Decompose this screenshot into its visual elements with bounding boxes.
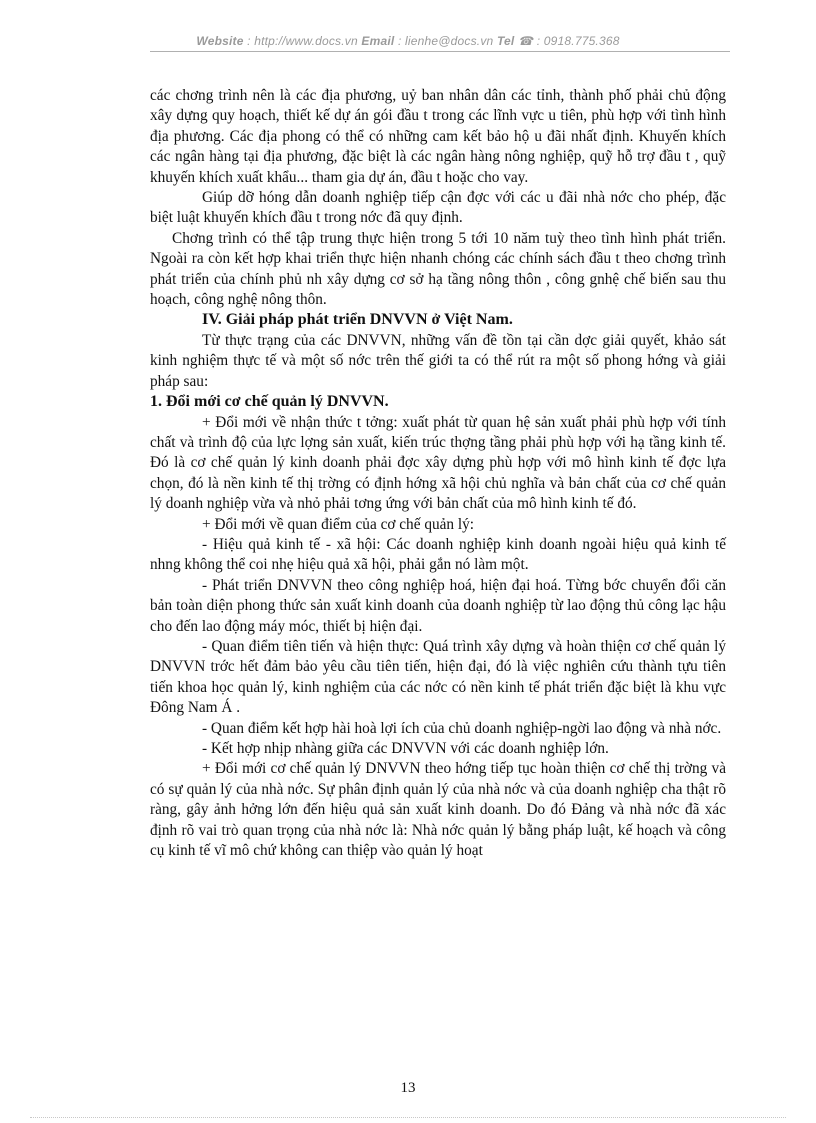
email-label: Email [361, 34, 395, 48]
header-rule [150, 51, 730, 52]
website-value: : http://www.docs.vn [247, 34, 358, 48]
paragraph: Chơng trình có thể tập trung thực hiện trong 5 tới 10 năm tuỳ theo tình hình phát triển. Ngoài ra còn kết hợp khai triển thực hiện nhanh chóng các chính sách đầu t theo chơng trình phát triển của chính phủ nh xây dựng cơ sở hạ tầng nông thôn , công gnhệ chế biến sau thu hoạch, công nghệ nông thôn. [150, 229, 726, 309]
paragraph: + Đổi mới về quan điểm của cơ chế quản lý: [202, 515, 475, 533]
paragraph: - Kết hợp nhịp nhàng giữa các DNVVN với các doanh nghiệp lớn. [202, 740, 609, 757]
paragraph: - Quan điểm tiên tiến và hiện thực: Quá trình xây dựng và hoàn thiện cơ chế quản lý DNVVN trớc hết đảm bảo yêu cầu tiên tiến, hiện đại, đó là việc nghiên cứu thành tựu tiên tiến khoa học quản lý, kinh nghiệm của các nớc có nền kinh tế phát triển đặc biệt là khu vực Đông Nam Á . [150, 637, 726, 717]
paragraph: - Quan điểm kết hợp hài hoà lợi ích của chủ doanh nghiệp-ngời lao động và nhà nớc. [202, 719, 722, 737]
paragraph: - Phát triển DNVVN theo công nghiệp hoá, hiện đại hoá. Từng bớc chuyển đổi căn bản toàn diện phong thức sản xuất kinh doanh của doanh nghiệp từ lao động thủ công lạc hậu cho đến lao động máy móc, thiết bị hiện đại. [150, 576, 726, 635]
email-value: : lienhe@docs.vn [397, 34, 494, 48]
tel-value: : 0918.775.368 [536, 34, 620, 48]
paragraph: + Đổi mới cơ chế quản lý DNVVN theo hớng tiếp tục hoàn thiện cơ chế thị trờng và có sự quản lý của nhà nớc. Sự phân định quản lý của nhà nớc và của doanh nghiệp cha thật rõ ràng, gây ảnh hởng lớn đến hiệu quả sản xuất kinh doanh. Do đó Đảng và nhà nớc đã xác định rõ vai trò quan trọng của nhà nớc là: Nhà nớc quản lý bằng pháp luật, kế hoạch và công cụ kinh tế vĩ mô chứ không can thiệp vào quản lý hoạt [150, 760, 726, 860]
document-body [150, 86, 726, 861]
page-number: 13 [400, 1080, 416, 1096]
tel-label: Tel [496, 34, 515, 48]
paragraph: Giúp dỡ hóng dẫn doanh nghiệp tiếp cận đợc với các u đãi nhà nớc cho phép, đặc biệt luật khuyến khích đầu t trong nớc đã quy định. [150, 189, 726, 227]
paragraph: các chơng trình nên là các địa phương, uỷ ban nhân dân các tỉnh, thành phố phải chủ động xây dựng quy hoạch, thiết kế dự án gói đầu t trong các lĩnh vực u tiên, phù hợp với tình hình địa phương. Các địa phong có thể có những cam kết bảo hộ u đãi nhất định. Khuyến khích các ngân hàng tại địa phương, đặc biệt là các ngân hàng nông nghiệp, quỹ hỗ trợ đầu t , quỹ khuyến khích xuất khẩu... tham gia dự án, đầu t hoặc cho vay. [150, 87, 726, 186]
footer-rule [30, 1117, 786, 1118]
paragraph: - Hiệu quả kinh tế - xã hội: Các doanh nghiệp kinh doanh ngoài hiệu quả kinh tế nhng không thể coi nhẹ hiệu quả xã hội, phải gắn nó làm một. [150, 535, 726, 574]
phone-icon: ☎ [518, 34, 534, 48]
page-header [0, 34, 816, 48]
subsection-heading: 1. Đổi mới cơ chế quản lý DNVVN. [150, 393, 389, 411]
section-heading: IV. Giải pháp phát triển DNVVN ở Việt Nam. [202, 311, 513, 329]
website-label: Website [196, 34, 244, 48]
paragraph: Từ thực trạng của các DNVVN, những vấn đề tồn tại cần dợc giải quyết, khảo sát kinh nghiệm thực tế và một số nớc trên thế giới ta có thể rút ra một số phong hớng và giải pháp sau: [150, 331, 726, 390]
paragraph: + Đổi mới về nhận thức t tởng: xuất phát từ quan hệ sản xuất phải phù hợp với tính chất và trình độ của lực lợng sản xuất, kiến trúc thợng tầng phải phù hợp với hạ tầng kinh tế. Đó là cơ chế quản lý kinh doanh phải đợc xây dựng phù hợp với mô hình kinh tế đợc lựa chọn, đó là nền kinh tế thị trờng có định hớng xã hội chủ nghĩa và bản chất của cơ chế quản lý doanh nghiệp vừa và nhỏ phải tơng ứng với bản chất của mô hình kinh tế đó. [150, 413, 726, 513]
